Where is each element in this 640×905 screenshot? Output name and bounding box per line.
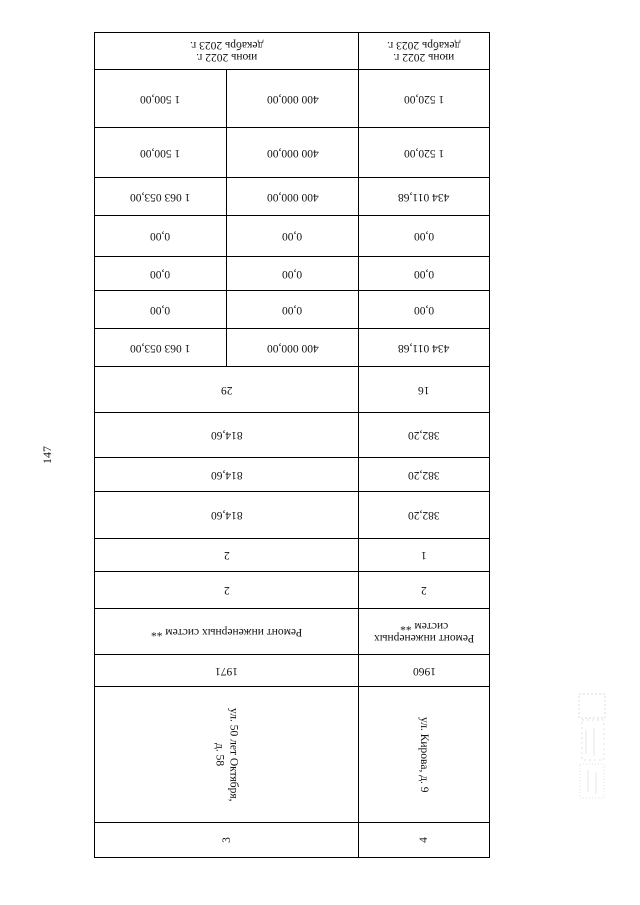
table-row — [95, 178, 489, 216]
cell-value: 382,20 — [408, 509, 440, 521]
table-row — [95, 257, 489, 291]
table-row — [95, 70, 489, 128]
table-row — [95, 492, 489, 539]
table-row — [95, 823, 489, 857]
cell-value: 2 — [223, 549, 230, 561]
table-cell — [95, 413, 359, 457]
table-row — [95, 609, 489, 655]
table-cell — [227, 291, 359, 328]
cell-value: 434 011,68 — [398, 190, 450, 203]
table-cell — [95, 655, 359, 686]
work-type-text: Ремонт инженерных систем ** — [373, 619, 475, 644]
table-cell — [359, 178, 489, 215]
table-cell — [359, 367, 489, 412]
table-row — [95, 572, 489, 609]
table-cell — [227, 257, 359, 290]
table-cell — [359, 329, 489, 366]
table-cell — [359, 687, 489, 822]
table-row — [95, 291, 489, 329]
cell-value: 1 500,00 — [140, 92, 181, 105]
table-row — [95, 655, 489, 687]
table-cell — [359, 33, 489, 69]
cell-value: 1 520,00 — [403, 92, 445, 105]
table-cell — [359, 291, 489, 328]
stamp-mark — [576, 690, 610, 802]
cell-value: 0,00 — [282, 267, 303, 280]
cell-value: 1 — [421, 549, 427, 561]
table-row — [95, 539, 489, 572]
table-cell — [359, 823, 489, 857]
table-cell — [227, 178, 359, 215]
period-text: июнь 2022 г. декабрь 2023 г. — [189, 39, 264, 63]
cell-value: 0,00 — [413, 303, 435, 316]
cell-value: 0,00 — [413, 267, 435, 280]
table-cell — [359, 70, 489, 127]
table-cell — [95, 492, 359, 538]
table-cell — [95, 367, 359, 412]
year-built-text: 1960 — [412, 664, 436, 677]
cell-value: 434 011,68 — [398, 341, 450, 354]
page-number: 147 — [40, 446, 54, 464]
table-row — [95, 329, 489, 367]
table-cell — [227, 329, 359, 366]
cell-value: 1 063 053,00 — [130, 190, 191, 203]
cell-value: 2 — [421, 584, 427, 596]
table-row — [95, 216, 489, 257]
cell-value: 814,60 — [210, 429, 243, 441]
cell-value: 29 — [220, 383, 233, 396]
cell-value: 814,60 — [210, 509, 243, 521]
table-cell — [95, 33, 359, 69]
cell-value: 400 000,00 — [266, 146, 319, 159]
cell-value: 0,00 — [150, 303, 171, 316]
work-type-text: Ремонт инженерных систем ** — [150, 625, 303, 638]
table-cell — [95, 539, 359, 571]
cell-value: 1 063 053,00 — [130, 341, 191, 354]
cell-value: 0,00 — [150, 230, 171, 242]
table-cell — [95, 458, 359, 491]
cell-value: 0,00 — [282, 303, 303, 316]
table-cell — [359, 655, 489, 686]
table-cell — [95, 572, 359, 608]
table-cell — [227, 128, 359, 177]
table-cell — [359, 609, 489, 654]
cell-value: 400 000,00 — [266, 341, 319, 354]
table-row — [95, 413, 489, 458]
table-row — [95, 367, 489, 413]
cell-value: 0,00 — [150, 267, 171, 280]
table-cell — [359, 128, 489, 177]
cell-value: 0,00 — [413, 230, 435, 242]
table-row — [95, 33, 489, 70]
table-cell — [95, 329, 227, 366]
cell-value: 2 — [223, 584, 230, 596]
cell-value: 1 500,00 — [140, 146, 181, 159]
row-number: 3 — [220, 837, 233, 843]
cell-value: 814,60 — [210, 468, 243, 481]
table-cell — [95, 687, 359, 822]
table-row — [95, 458, 489, 492]
table-cell — [95, 178, 227, 215]
cell-value: 382,20 — [408, 429, 440, 441]
table-cell — [95, 216, 227, 256]
table-cell — [95, 70, 227, 127]
table-cell — [359, 572, 489, 608]
address-text: ул. 50 лет Октября, д. 58 — [213, 707, 240, 802]
cell-value: 1 520,00 — [403, 146, 445, 159]
table-cell — [359, 257, 489, 290]
cell-value: 16 — [418, 383, 430, 396]
cell-value: 382,20 — [408, 468, 440, 481]
row-number: 4 — [418, 837, 430, 843]
table-cell — [95, 291, 227, 328]
table-cell — [359, 413, 489, 457]
cell-value: 400 000,00 — [266, 92, 319, 105]
period-text: июнь 2022 г. декабрь 2023 г. — [387, 39, 461, 63]
table-cell — [227, 216, 359, 256]
table-cell — [95, 128, 227, 177]
table-row — [95, 687, 489, 823]
table-cell — [359, 458, 489, 491]
data-table — [94, 32, 490, 858]
table-cell — [359, 492, 489, 538]
table-cell — [95, 609, 359, 654]
table-cell — [95, 257, 227, 290]
cell-value: 400 000,00 — [266, 190, 319, 203]
address-text: ул. Кирова, д. 9 — [418, 716, 430, 793]
table-cell — [227, 70, 359, 127]
cell-value: 0,00 — [282, 230, 303, 242]
table-row — [95, 128, 489, 178]
table-cell — [359, 216, 489, 256]
year-built-text: 1971 — [215, 664, 238, 677]
table-cell — [95, 823, 359, 857]
table-cell — [359, 539, 489, 571]
